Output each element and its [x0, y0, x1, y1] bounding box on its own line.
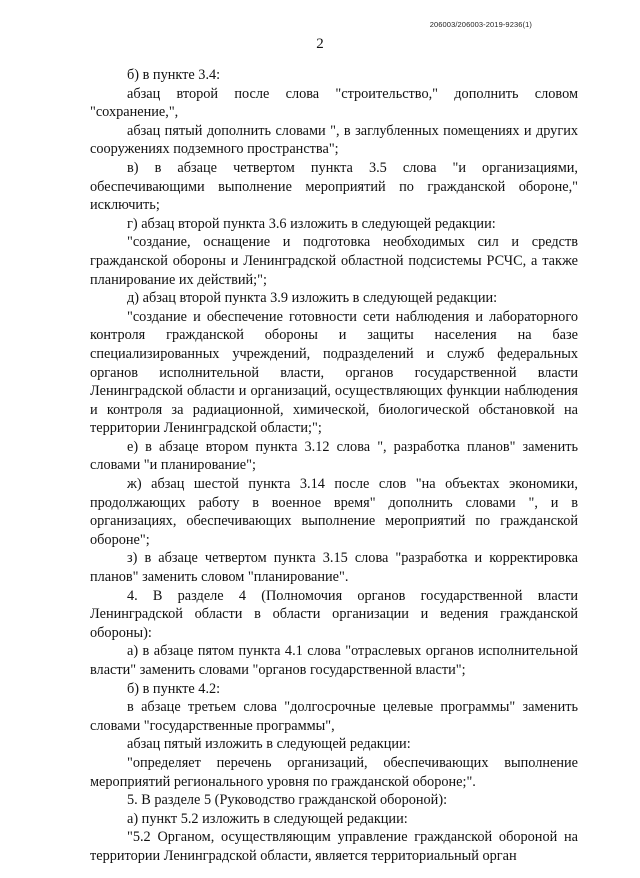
paragraph: а) пункт 5.2 изложить в следующей редакции: — [127, 810, 408, 827]
paragraph: "создание и обеспечение готовности сети наблюдения и лабораторного контроля гражданской обороны и защиты населения на базе специализированных учреждений, подразделений и служб федеральных органов исполнительной власти, органов государственной власти Ленинградской области и организаций, осуществляющих функции наблюдения и контроля за радиационной, химической, биологической обстановкой на территории Ленинградской области;"; — [90, 308, 578, 437]
paragraph: в) в абзаце четвертом пункта 3.5 слова "и организациями, обеспечивающими выполнение мероприятий по гражданской обороне," исключить; — [90, 159, 578, 214]
paragraph: абзац пятый изложить в следующей редакции: — [127, 736, 411, 753]
paragraph: 5. В разделе 5 (Руководство гражданской обороной): — [127, 792, 448, 809]
paragraph: з) в абзаце четвертом пункта 3.15 слова "разработка и корректировка планов" заменить словом "планирование". — [90, 550, 578, 586]
paragraph: ж) абзац шестой пункта 3.14 после слов "на объектах экономики, продолжающих работу в военное время" дополнить словами ", и в организациях, обеспечивающих выполнение мероприятий по гражданской обороне"; — [90, 476, 578, 548]
page-number: 2 — [316, 36, 324, 52]
document-id: 206003/206003-2019-9236(1) — [429, 20, 532, 29]
paragraph: "5.2 Органом, осуществляющим управление гражданской обороной на территории Ленинградской области, является территориальный орган — [90, 829, 578, 864]
paragraph: а) в абзаце пятом пункта 4.1 слова "отраслевых органов исполнительной власти" заменить словами "органов государственной власти"; — [90, 643, 578, 678]
paragraph: е) в абзаце втором пункта 3.12 слова ", разработка планов" заменить словами "и планирование"; — [90, 438, 578, 474]
paragraph: б) в пункте 4.2: — [127, 680, 221, 697]
paragraph: д) абзац второй пункта 3.9 изложить в следующей редакции: — [127, 290, 498, 307]
document-body — [90, 66, 578, 866]
paragraph: абзац второй после слова "строительство," дополнить словом "сохранение,", — [90, 85, 578, 121]
paragraph: г) абзац второй пункта 3.6 изложить в следующей редакции: — [127, 215, 496, 232]
paragraph: в абзаце третьем слова "долгосрочные целевые программы" заменить словами "государственные программы", — [90, 699, 578, 734]
paragraph: 4. В разделе 4 (Полномочия органов государственной власти Ленинградской области в области организации и ведения гражданской обороны): — [90, 587, 578, 641]
paragraph: абзац пятый дополнить словами ", в заглубленных помещениях и других сооружениях подземного пространства"; — [90, 122, 578, 158]
paragraph: б) в пункте 3.4: — [127, 67, 221, 83]
paragraph: "создание, оснащение и подготовка необходимых сил и средств гражданской обороны и Ленинградской областной подсистемы РСЧС, а также планирование их действий;"; — [90, 234, 578, 288]
paragraph: "определяет перечень организаций, обеспечивающих выполнение мероприятий регионального уровня по гражданской обороне;". — [90, 754, 578, 790]
